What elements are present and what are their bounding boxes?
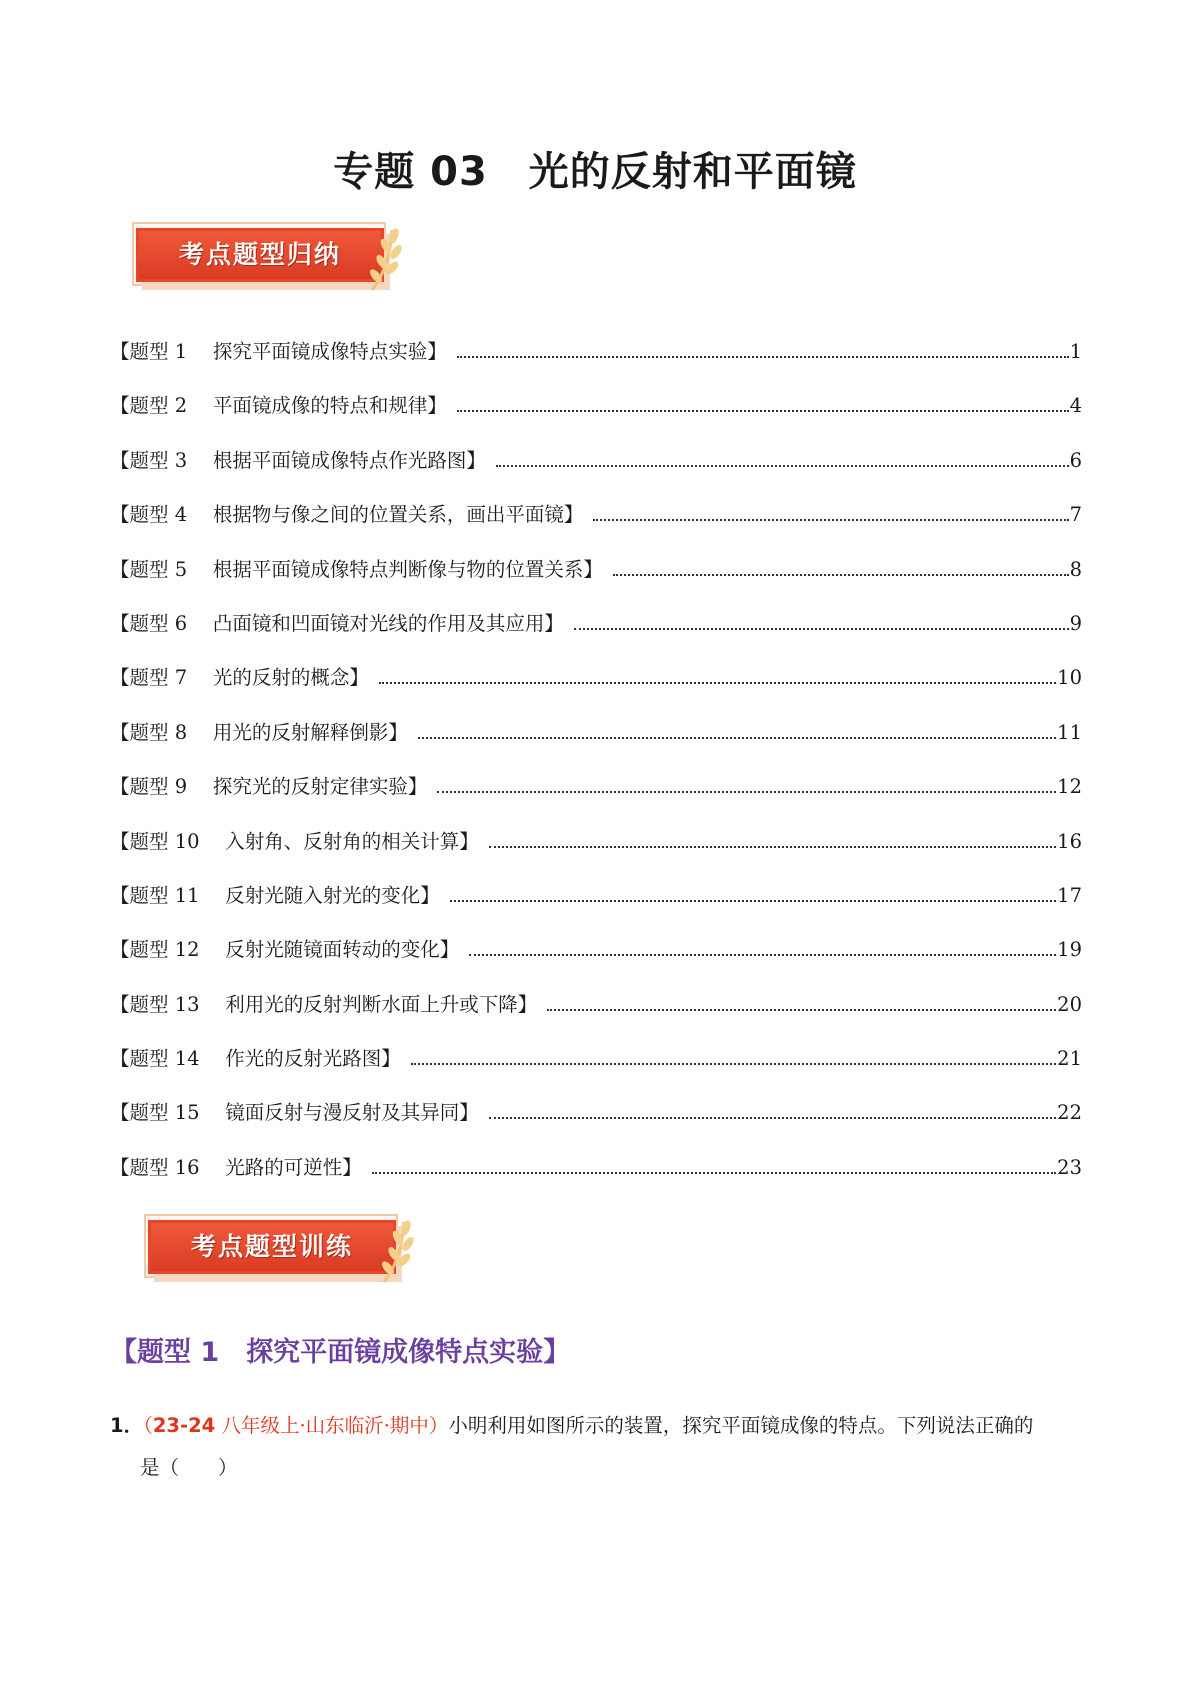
training-banner-label: 考点题型训练 xyxy=(190,1232,353,1261)
toc-row[interactable]: 【题型 11 反射光随入射光的变化】 17 xyxy=(110,883,1082,907)
toc-row[interactable]: 【题型 1 探究平面镜成像特点实验】 1 xyxy=(110,340,1082,363)
toc-row[interactable]: 【题型 5 根据平面镜成像特点判断像与物的位置关系】 8 xyxy=(110,557,1082,581)
summary-banner xyxy=(126,214,416,296)
question-number: 1 xyxy=(110,1414,124,1437)
section-heading: 【题型 1 探究平面镜成像特点实验】 xyxy=(110,1337,571,1368)
toc-row[interactable]: 【题型 6 凸面镜和凹面镜对光线的作用及其应用】 9 xyxy=(110,611,1082,635)
toc-row[interactable]: 【题型 8 用光的反射解释倒影】 11 xyxy=(110,720,1082,744)
toc-row[interactable]: 【题型 2 平面镜成像的特点和规律】 4 xyxy=(110,394,1082,418)
toc-row[interactable]: 【题型 12 反射光随镜面转动的变化】 19 xyxy=(110,938,1082,962)
toc-row[interactable]: 【题型 7 光的反射的概念】 10 xyxy=(110,666,1082,690)
question-item: 1．（23-24 八年级上·山东临沂·期中）小明利用如图所示的装置，探究平面镜成像的特点。下列说法正确的 是（ ） xyxy=(110,1405,1080,1489)
page-title: 专题 03 光的反射和平面镜 xyxy=(333,149,857,195)
toc-row[interactable]: 【题型 4 根据物与像之间的位置关系，画出平面镜】 7 xyxy=(110,503,1082,527)
toc-row[interactable]: 【题型 10 入射角、反射角的相关计算】 16 xyxy=(110,829,1082,853)
toc-row[interactable]: 【题型 13 利用光的反射判断水面上升或下降】 20 xyxy=(110,992,1082,1016)
table-of-contents xyxy=(110,336,1082,1206)
question-source: （23-24 八年级上·山东临沂·期中） xyxy=(143,1414,449,1437)
toc-row[interactable]: 【题型 16 光路的可逆性】 23 xyxy=(110,1155,1082,1179)
toc-row[interactable]: 【题型 14 作光的反射光路图】 21 xyxy=(110,1047,1082,1071)
toc-row[interactable]: 【题型 9 探究光的反射定律实验】 12 xyxy=(110,775,1082,799)
wheat-icon xyxy=(362,224,406,294)
toc-row[interactable]: 【题型 3 根据平面镜成像特点作光路图】 6 xyxy=(110,448,1082,472)
summary-banner-label: 考点题型归纳 xyxy=(178,240,341,269)
toc-row[interactable]: 【题型 15 镜面反射与漫反射及其异同】 22 xyxy=(110,1101,1082,1125)
wheat-icon xyxy=(374,1216,418,1286)
question-text-cont: 是（ ） xyxy=(140,1456,238,1479)
training-banner xyxy=(138,1206,428,1288)
question-text: 小明利用如图所示的装置，探究平面镜成像的特点。下列说法正确的 xyxy=(448,1414,1034,1437)
